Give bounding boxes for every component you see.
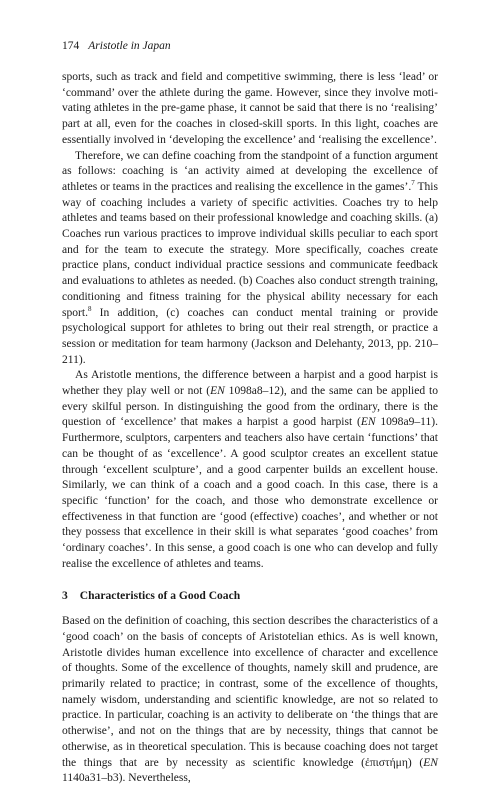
text-run: In addition, (c) coaches can conduct mental training or provide psychological support for athletes to bring out their real strength, or practice a session or meditation for team harmony (Jackson and Delehanty, 2013, pp. 210–211). [62,306,438,366]
text-run: Based on the definition of coaching, this section describes the characteristics of a ‘good coach’ on the basis of concepts of Aristotelian ethics. As is well known, Aristotle divides human excellence into excellence of character and excellence of thoughts. Some of the excellence of thoughts, namely skill and prudence, are primarily related to practice; in contrast, some of the excellence of thoughts, namely wisdom, understanding and scientific knowledge, are not so related to practice. In particular, coaching is an activity to deliberate on ‘the things that are otherwise’, and not on the things that are by necessity, things that cannot be otherwise, as in theoretical speculation. This is because coaching does not target the things that are by necessity as scientific knowledge (ἐπιστήμη) ( [62,615,438,769]
paragraph-2 [62,149,438,369]
running-title: Aristotle in Japan [88,40,171,52]
paragraph-4 [62,614,438,787]
text-run: Therefore, we can define coaching from the standpoint of a function argument as follows: coaching is ‘an activity aimed at developing the excellence of athletes or teams in the practices and realising the excellence in the games’. [62,149,438,193]
text-run: 1098a9–11). Furthermore, sculptors, carpenters and teachers also have certain ‘functions’ that can be thought of as ‘excellence’. A good sculptor creates an excellent statue through ‘excellent sculpture’, and a good carpenter builds an excellent house. Similarly, we can think of a coach and a good coach. In this case, there is a specific ‘function’ for the coach, and those who demonstrate excellence or effectiveness in that function are ‘good (effective) coaches’, and whether or not they possess that excellence in their skill is what separates ‘good coaches’ from ‘ordinary coaches’. In this sense, a good coach is one who can develop and fully realise the excellence of athletes and teams. [62,416,438,570]
section-heading [62,589,438,605]
citation-abbrev: EN [423,756,438,769]
text-run: sports, such as track and field and competitive swimming, there is less ‘lead’ or ‘command’ over the athlete during the game. However, since they involve motivating athletes in the pre-game phase, it cannot be said that there is no ‘realising’ part at all, even for the coaches in closed-skill sports. In this light, coaches are essentially involved in ‘developing the excellence’ and ‘realising the excellence’. [62,71,438,146]
text-run: This way of coaching includes a variety of specific activities. Coaches try to help athletes and teams based on their professional knowledge and coaching skills. (a) Coaches run various practices to improve individual skills peculiar to each sport and for the team to execute the strategy. More specifically, coaches create practice plans, conduct individual practice sessions and communicate feedback and evaluations to athletes as needed. (b) Coaches also conduct strength training, conditioning and fitness training for the physical ability necessary for each sport. [62,180,438,319]
citation-abbrev: EN [210,385,225,398]
citation-abbrev: EN [360,416,376,429]
paragraph-1 [62,70,438,149]
paragraph-3 [62,368,438,572]
section-title: Characteristics of a Good Coach [79,589,241,602]
running-header [62,39,438,54]
page-number: 174 [62,40,80,52]
text-run: As Aristotle mentions, the difference between a harpist and a good harpist is whether they play well or not ( [62,369,438,398]
footnote-ref-8[interactable]: 8 [87,304,92,313]
section-number: 3 [62,589,68,602]
text-run: 1140a31–b3). Nevertheless, [62,772,191,785]
text-run: 1098a8–12), and the same can be applied to every skilful person. In distinguishing the good from the ordinary, there is the question of ‘excellence’ that makes a harpist a good harpist ( [62,385,438,429]
footnote-ref-7[interactable]: 7 [411,179,415,188]
